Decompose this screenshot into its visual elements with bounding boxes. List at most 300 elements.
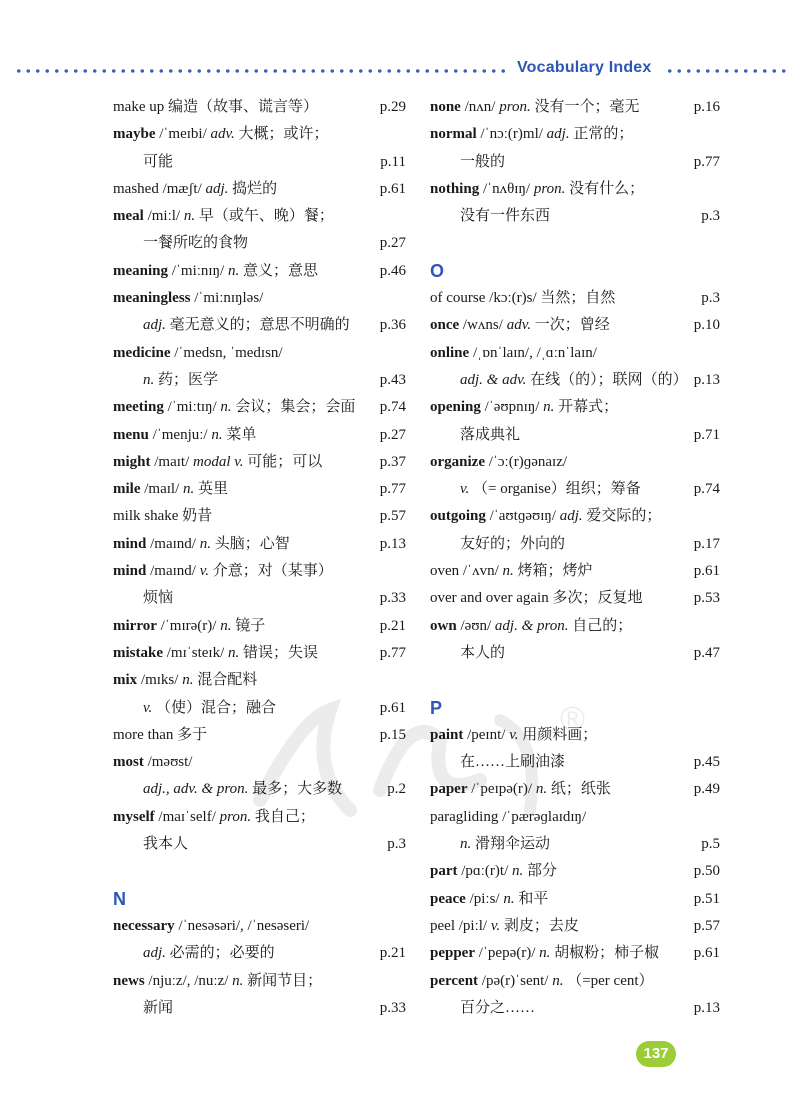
entry-text: [430, 886, 548, 913]
entry-text: [113, 695, 276, 722]
part-of-speech: n.: [543, 399, 555, 416]
part-of-speech: adj. & adv.: [460, 371, 527, 388]
part-of-speech: n.: [143, 371, 155, 388]
pronunciation: /peɪnt/: [467, 726, 506, 743]
definition: 一般的: [460, 153, 506, 170]
definition: 混合配料: [197, 672, 258, 689]
section-spacer: [430, 230, 720, 257]
entry-continuation: [113, 585, 406, 612]
entry-text: [430, 776, 611, 803]
headword: peel: [430, 917, 455, 934]
entry-text: [113, 667, 257, 694]
definition: 编造（故事、谎言等）: [167, 99, 318, 115]
definition: 镜子: [235, 617, 266, 634]
index-entry: [430, 722, 720, 749]
headword: online: [430, 344, 470, 361]
entry-text: [430, 121, 633, 148]
entry-text: [113, 968, 322, 995]
entry-continuation: [430, 203, 720, 230]
definition: 爱交际的；: [586, 508, 662, 525]
index-entry: [430, 913, 720, 940]
entry-text: [113, 585, 173, 612]
index-entry: [430, 285, 720, 312]
index-entry: [113, 722, 406, 749]
definition: 在……上刷油漆: [460, 754, 566, 771]
pronunciation: /ˈmiːnɪŋ/: [171, 262, 225, 279]
pronunciation: /wʌns/: [462, 317, 503, 334]
entry-text: [113, 285, 263, 312]
definition: 早（或午、晚）餐；: [198, 208, 334, 225]
pronunciation: /ˈmedsn, ˈmedɪsn/: [174, 344, 283, 361]
page-reference: p.21: [379, 617, 406, 634]
entry-text: [430, 476, 641, 503]
pronunciation: /ˈmiːtɪŋ/: [167, 399, 217, 416]
entry-continuation: [430, 831, 720, 858]
index-entry: [430, 176, 720, 203]
index-entry: [113, 613, 406, 640]
entry-text: [430, 367, 688, 394]
headword: milk shake: [113, 508, 179, 525]
page-reference: p.57: [693, 917, 720, 934]
definition: 当然；自然: [540, 290, 616, 307]
page-reference: p.49: [693, 781, 720, 798]
entry-text: [113, 913, 309, 940]
entry-text: [113, 503, 212, 530]
entry-text: [430, 940, 659, 967]
definition: 药；医学: [158, 371, 219, 388]
definition: 一次；曾经: [534, 317, 610, 334]
pronunciation: /mæʃt/: [162, 180, 202, 197]
entry-text: [113, 995, 173, 1022]
index-entry: [430, 312, 720, 339]
definition: 没有一件东西: [460, 208, 551, 225]
index-entry: [113, 449, 406, 476]
headword: pepper: [430, 945, 475, 962]
entry-text: [113, 94, 318, 121]
definition: 滑翔伞运动: [475, 836, 551, 853]
entry-text: [113, 176, 277, 203]
entry-text: [113, 749, 192, 776]
headword: of course: [430, 290, 486, 307]
page-reference: p.21: [379, 945, 406, 962]
definition: 多于: [177, 726, 208, 743]
definition: 自己的；: [572, 617, 633, 634]
page-reference: p.71: [693, 426, 720, 443]
pronunciation: /njuːz/, /nuːz/: [148, 972, 229, 989]
entry-text: [113, 640, 318, 667]
definition: 部分: [527, 863, 558, 880]
entry-continuation: [430, 422, 720, 449]
entry-text: [430, 640, 505, 667]
headword: menu: [113, 426, 149, 443]
index-entry: [113, 258, 406, 285]
headword: mile: [113, 481, 141, 498]
entry-text: [430, 858, 557, 885]
headword: necessary: [113, 917, 175, 934]
part-of-speech: n.: [227, 262, 240, 279]
page-reference: p.5: [701, 836, 720, 853]
pronunciation: /maɪt/: [154, 453, 190, 470]
headword: paint: [430, 726, 464, 743]
pronunciation: /ˈpepə(r)/: [478, 945, 536, 962]
definition: 正常的；: [573, 126, 634, 143]
page-reference: p.3: [701, 290, 720, 307]
part-of-speech: adj., adv. & pron.: [143, 781, 249, 798]
entry-text: [113, 940, 275, 967]
headword: part: [430, 863, 458, 880]
definition: 会议；集会；会面: [235, 399, 356, 416]
headword: mirror: [113, 617, 157, 634]
entry-text: [113, 449, 322, 476]
definition: 头脑；心智: [214, 535, 290, 552]
entry-text: [113, 149, 173, 176]
entry-text: [430, 585, 642, 612]
definition: 介意；对（某事）: [212, 563, 333, 580]
entry-text: [430, 176, 644, 203]
headword: more than: [113, 726, 174, 743]
definition: 英里: [198, 481, 229, 498]
part-of-speech: n.: [211, 426, 223, 443]
pronunciation: /ˈpeɪpə(r)/: [471, 781, 533, 798]
entry-text: [113, 804, 315, 831]
definition: 烤箱；烤炉: [517, 563, 593, 580]
index-entry: [113, 340, 406, 367]
entry-text: [430, 613, 632, 640]
definition: （使）混合；融合: [156, 699, 277, 716]
headword: news: [113, 972, 145, 989]
entry-text: [113, 258, 318, 285]
index-entry: [113, 503, 406, 530]
page-reference: p.77: [379, 481, 406, 498]
section-spacer: [113, 858, 406, 885]
definition: 必需的；必要的: [169, 945, 275, 962]
pronunciation: /ˈpærəɡlaɪdɪŋ/: [502, 808, 587, 825]
header-dotted-rule-left: [14, 69, 506, 73]
headword: nothing: [430, 180, 480, 197]
pronunciation: /ˈmenjuː/: [152, 426, 208, 443]
entry-text: [430, 503, 661, 530]
section-letter-heading: O: [430, 260, 445, 281]
index-entry: [430, 558, 720, 585]
definition: 开幕式；: [558, 399, 619, 416]
pronunciation: /ˈaʊtɡəʊɪŋ/: [489, 508, 556, 525]
page-reference: p.10: [693, 317, 720, 334]
headword: paragliding: [430, 808, 499, 825]
entry-continuation: [113, 230, 406, 257]
page-header: [0, 58, 800, 84]
part-of-speech: v.: [490, 917, 501, 934]
header-dotted-rule-right: [665, 69, 789, 73]
entry-continuation: [113, 312, 406, 339]
pronunciation: /pɑː(r)t/: [461, 863, 509, 880]
part-of-speech: adj.: [546, 126, 570, 143]
entry-text: [113, 531, 290, 558]
entry-text: [430, 285, 615, 312]
page-reference: p.37: [379, 453, 406, 470]
entry-text: [113, 367, 218, 394]
page-reference: p.17: [693, 535, 720, 552]
definition: 落成典礼: [460, 426, 521, 443]
entry-continuation: [113, 831, 406, 858]
index-entry: [430, 449, 720, 476]
entry-text: [113, 558, 333, 585]
pronunciation: /ˈnesəsəri/, /ˈnesəseri/: [178, 917, 310, 934]
index-entry: [430, 94, 720, 121]
entry-text: [113, 230, 248, 257]
index-entry: [430, 858, 720, 885]
index-entry: [113, 394, 406, 421]
headword: organize: [430, 453, 485, 470]
entry-text: [430, 94, 639, 121]
entry-continuation: [113, 995, 406, 1022]
page-reference: p.74: [693, 481, 720, 498]
entry-text: [430, 995, 535, 1022]
entry-text: [430, 340, 597, 367]
pronunciation: /maɪnd/: [150, 535, 196, 552]
pronunciation: /ˈnɔː(r)ml/: [480, 126, 543, 143]
page-reference: p.15: [379, 726, 406, 743]
headword: meaning: [113, 262, 169, 279]
index-entry: [430, 776, 720, 803]
index-entry: [430, 394, 720, 421]
headword: mix: [113, 672, 138, 689]
headword: opening: [430, 399, 481, 416]
section-spacer: [430, 667, 720, 694]
page-number-badge: 137: [636, 1041, 676, 1067]
entry-text: [430, 203, 550, 230]
pronunciation: /ˈəʊpnɪŋ/: [484, 399, 540, 416]
pronunciation: /əʊn/: [460, 617, 492, 634]
index-entry: [113, 203, 406, 230]
part-of-speech: adj. & pron.: [494, 617, 569, 634]
definition: 纸；纸张: [550, 781, 611, 798]
page-reference: p.3: [387, 836, 406, 853]
page-reference: p.45: [693, 754, 720, 771]
index-entry: [430, 585, 720, 612]
entry-text: [113, 340, 283, 367]
section-letter-heading: N: [113, 888, 126, 909]
index-entry: [113, 531, 406, 558]
entry-text: [113, 831, 188, 858]
pronunciation: /maɪˈself/: [158, 808, 216, 825]
headword: oven: [430, 563, 460, 580]
index-entry: [113, 749, 406, 776]
entry-text: [113, 722, 207, 749]
part-of-speech: n.: [199, 535, 211, 552]
pronunciation: /ˈmɪrə(r)/: [160, 617, 217, 634]
headword: mashed: [113, 180, 159, 197]
index-entry: [430, 886, 720, 913]
part-of-speech: n.: [183, 481, 195, 498]
headword: meaningless: [113, 290, 191, 307]
entry-continuation: [430, 749, 720, 776]
part-of-speech: n.: [539, 945, 551, 962]
part-of-speech: n.: [512, 863, 524, 880]
part-of-speech: n.: [220, 399, 232, 416]
part-of-speech: adj.: [143, 945, 166, 962]
definition: 最多；大多数: [252, 781, 343, 798]
index-entry: [430, 121, 720, 148]
entry-continuation: [430, 640, 720, 667]
pronunciation: /məʊst/: [147, 754, 193, 771]
headword: mistake: [113, 644, 163, 661]
page-reference: p.74: [379, 399, 406, 416]
page-reference: p.77: [379, 644, 406, 661]
page-reference: p.27: [379, 426, 406, 443]
index-column-right: [430, 94, 720, 1022]
index-entry: [113, 285, 406, 312]
definition: 在线（的）；联网（的）: [530, 371, 688, 388]
page-reference: p.36: [379, 317, 406, 334]
page-reference: p.53: [693, 590, 720, 607]
entry-continuation: [113, 776, 406, 803]
entry-text: [430, 913, 579, 940]
part-of-speech: v.: [199, 563, 209, 580]
index-entry: [113, 176, 406, 203]
headword: medicine: [113, 344, 171, 361]
page-reference: p.61: [379, 180, 406, 197]
entry-text: [430, 804, 586, 831]
page-reference: p.27: [379, 235, 406, 252]
part-of-speech: adv.: [210, 126, 235, 143]
part-of-speech: n.: [232, 972, 244, 989]
page-reference: p.61: [693, 945, 720, 962]
headword: meeting: [113, 399, 164, 416]
headword: over and over again: [430, 590, 549, 607]
headword: paper: [430, 781, 468, 798]
pronunciation: /piːl/: [458, 917, 488, 934]
section-letter-heading: P: [430, 697, 443, 718]
headword: peace: [430, 890, 466, 907]
page-reference: p.29: [379, 99, 406, 115]
part-of-speech: v.: [509, 726, 519, 743]
headword: make up: [113, 99, 165, 115]
definition: 错误；失误: [243, 644, 319, 661]
pronunciation: /maɪl/: [144, 481, 180, 498]
part-of-speech: pron.: [533, 180, 566, 197]
definition: 胡椒粉；柿子椒: [554, 945, 660, 962]
entry-continuation: [430, 149, 720, 176]
pronunciation: /pə(r)ˈsent/: [481, 972, 549, 989]
page-reference: p.51: [693, 890, 720, 907]
definition: 捣烂的: [232, 180, 278, 197]
pronunciation: /ˈɔː(r)ɡənaɪz/: [488, 453, 568, 470]
index-entry: [113, 667, 406, 694]
pronunciation: /ˈʌvn/: [462, 563, 499, 580]
definition: 可能；可以: [247, 453, 323, 470]
index-entry: [430, 804, 720, 831]
index-entry: [113, 804, 406, 831]
entry-continuation: [113, 367, 406, 394]
pronunciation: /ˈmeɪbi/: [159, 126, 207, 143]
page-reference: p.13: [379, 535, 406, 552]
page-reference: p.33: [379, 590, 406, 607]
index-entry: [113, 94, 406, 121]
page-reference: p.47: [693, 644, 720, 661]
part-of-speech: n.: [535, 781, 548, 798]
definition: 大概；或许；: [238, 126, 329, 143]
index-entry: [113, 476, 406, 503]
page-reference: p.50: [693, 863, 720, 880]
pronunciation: /piːs/: [469, 890, 500, 907]
part-of-speech: n.: [460, 836, 472, 853]
pronunciation: /ˈnʌθɪŋ/: [482, 180, 531, 197]
definition: 和平: [518, 890, 549, 907]
entry-text: [430, 558, 593, 585]
entry-text: [430, 531, 565, 558]
entry-continuation: [430, 476, 720, 503]
pronunciation: /nʌn/: [464, 99, 496, 115]
headword: once: [430, 317, 460, 334]
entry-text: [430, 749, 565, 776]
page-reference: p.13: [693, 371, 720, 388]
part-of-speech: n.: [220, 617, 232, 634]
part-of-speech: n.: [502, 563, 514, 580]
definition: 友好的；外向的: [460, 535, 566, 552]
index-entry: [113, 968, 406, 995]
page-reference: p.77: [693, 153, 720, 170]
definition: 一餐所吃的食物: [143, 235, 249, 252]
entry-text: [430, 831, 550, 858]
part-of-speech: pron.: [219, 808, 252, 825]
index-entry: [430, 503, 720, 530]
index-entry: [113, 121, 406, 148]
entry-continuation: [430, 367, 720, 394]
entry-text: [430, 722, 597, 749]
index-entry: [113, 558, 406, 585]
part-of-speech: adj.: [143, 317, 166, 334]
headword: most: [113, 754, 144, 771]
headword: normal: [430, 126, 477, 143]
part-of-speech: v.: [460, 481, 470, 498]
page-reference: p.33: [379, 999, 406, 1016]
definition: 多次；反复地: [552, 590, 643, 607]
entry-text: [113, 121, 329, 148]
part-of-speech: adj.: [205, 180, 229, 197]
entry-continuation: [113, 940, 406, 967]
headword: meal: [113, 208, 144, 225]
entry-text: [430, 449, 567, 476]
entry-text: [113, 776, 342, 803]
part-of-speech: n.: [183, 208, 196, 225]
page-reference: p.43: [379, 371, 406, 388]
page-reference: p.57: [379, 508, 406, 525]
page-reference: p.13: [693, 999, 720, 1016]
pronunciation: /ˈmiːnɪŋləs/: [194, 290, 264, 307]
definition: 新闻节目；: [247, 972, 323, 989]
entry-text: [430, 968, 654, 995]
part-of-speech: modal v.: [193, 453, 244, 470]
definition: 我本人: [143, 836, 189, 853]
headword: maybe: [113, 126, 156, 143]
headword: none: [430, 99, 461, 115]
part-of-speech: n.: [182, 672, 194, 689]
definition: 用颜料画；: [522, 726, 598, 743]
definition: 没有一个；毫无: [534, 99, 640, 115]
definition: 可能: [143, 153, 174, 170]
index-column-left: [113, 94, 406, 1022]
part-of-speech: v.: [143, 699, 153, 716]
part-of-speech: n.: [503, 890, 515, 907]
pronunciation: /mɪˈsteɪk/: [166, 644, 225, 661]
entry-text: [430, 149, 505, 176]
pronunciation: /ˌɒnˈlaɪn/, /ˌɑːnˈlaɪn/: [472, 344, 597, 361]
index-entry: [430, 340, 720, 367]
part-of-speech: adv.: [506, 317, 531, 334]
entry-text: [430, 394, 618, 421]
index-entry: [430, 613, 720, 640]
entry-text: [113, 203, 334, 230]
